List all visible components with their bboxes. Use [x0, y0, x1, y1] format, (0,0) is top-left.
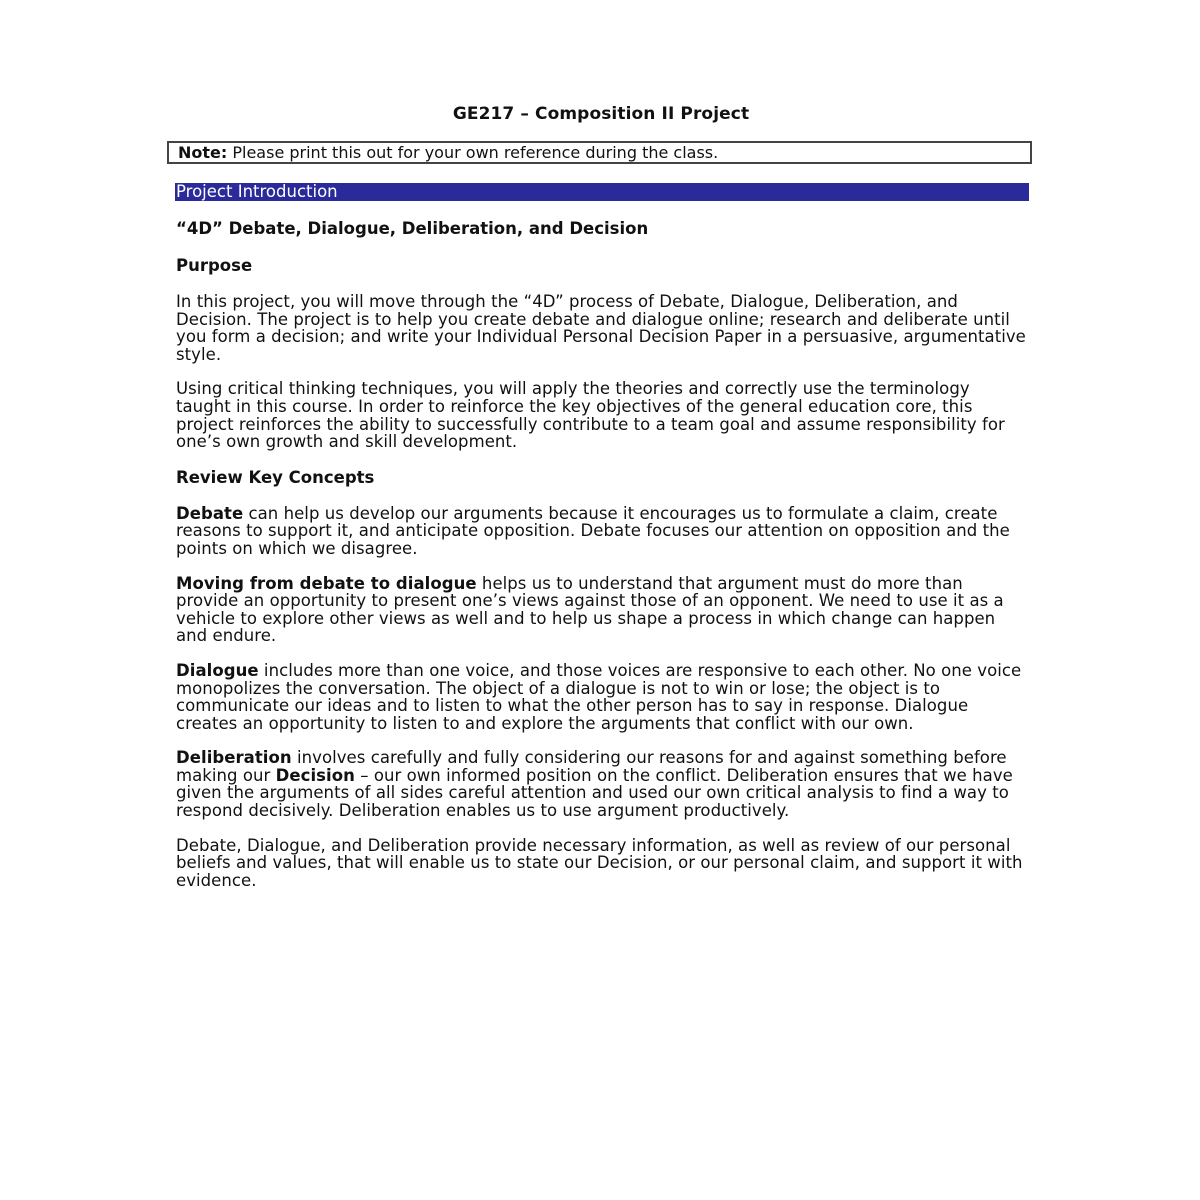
concept-deliberation-term: Deliberation — [176, 748, 292, 768]
concept-dialogue-term: Dialogue — [176, 660, 259, 680]
concept-moving-paragraph — [176, 575, 1026, 645]
concept-moving-text: helps us to understand that argument must do more than provide an opportunity to present one’s views against those of an opponent. We need to use it as a vehicle to explore other views as well and to help us shape a process in which change can happen and endure. — [176, 573, 1004, 646]
heading-4d: “4D” Debate, Dialogue, Deliberation, and Decision — [176, 219, 649, 238]
note-label: Note: — [178, 143, 228, 162]
document-title: GE217 – Composition II Project — [452, 104, 750, 124]
concept-debate-paragraph — [176, 505, 1026, 558]
purpose-paragraph-1: In this project, you will move through the “4D” process of Debate, Dialogue, Deliberation, and Decision. The project is to help you create debate and dialogue online; research and deliberate until you form a decision; and write your Individual Personal Decision Paper in a persuasive, argumentative style. — [176, 292, 1026, 364]
concept-debate-text: can help us develop our arguments because it encourages us to formulate a claim, create reasons to support it, and anticipate opposition. Debate focuses our attention on opposition and the points on which we disagree. — [176, 503, 1010, 558]
closing-paragraph: Debate, Dialogue, and Deliberation provide necessary information, as well as review of our personal beliefs and values, that will enable us to state our Decision, or our personal claim, and support it with evidence. — [176, 835, 1023, 890]
heading-review-key-concepts: Review Key Concepts — [176, 467, 375, 487]
concept-deliberation-text-after: – our own informed position on the conflict. Deliberation ensures that we have given the arguments of all sides careful attention and used our own critical analysis to find a way to respond decisively. Deliberation enables us to use argument productively. — [176, 765, 1013, 821]
note-box — [167, 141, 1032, 164]
concept-moving-term: Moving from debate to dialogue — [176, 573, 477, 593]
concept-decision-term: Decision — [275, 765, 355, 785]
purpose-paragraph-2: Using critical thinking techniques, you will apply the theories and correctly use the terminology taught in this course. In order to reinforce the key objectives of the general education core, this project reinforces the ability to successfully contribute to a team goal and assume responsibility for one’s own growth and skill development. — [176, 379, 1005, 452]
concept-deliberation-text-before: involves carefully and fully considering our reasons for and against something before making our — [176, 748, 1007, 785]
heading-purpose: Purpose — [176, 256, 253, 275]
section-header-project-introduction: Project Introduction — [175, 183, 1029, 201]
concept-deliberation-paragraph — [176, 749, 1026, 819]
concept-dialogue-paragraph — [176, 662, 1026, 732]
concept-debate-term: Debate — [176, 503, 244, 523]
document-page — [176, 104, 1026, 906]
note-text: Please print this out for your own reference during the class. — [227, 143, 719, 162]
concept-dialogue-text: includes more than one voice, and those voices are responsive to each other. No one voice monopolizes the conversation. The object of a dialogue is not to win or lose; the object is to communicate our ideas and to listen to what the other person has to say in response. Dialogue creates an opportunity to listen to and explore the arguments that conflict with our own. — [176, 660, 1022, 733]
